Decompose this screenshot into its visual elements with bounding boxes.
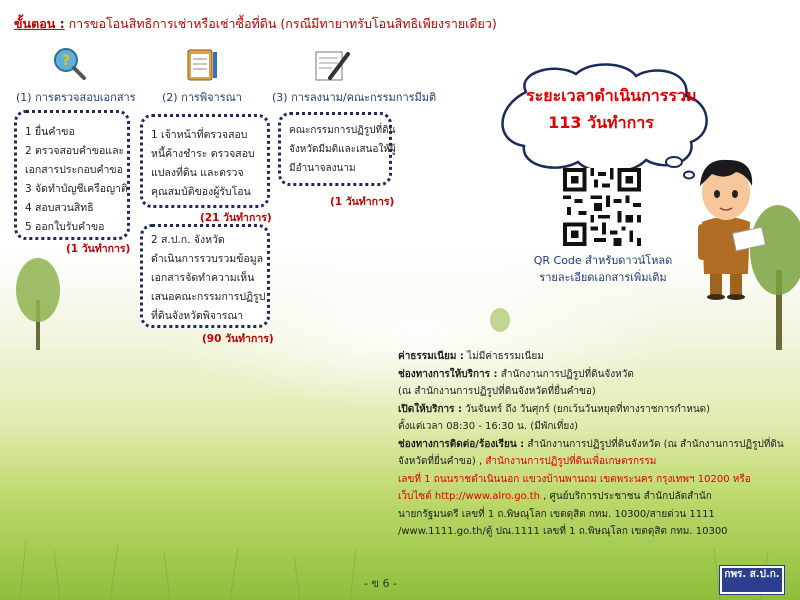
service-info: [398, 348, 784, 541]
address-row: เลขที่ 1 ถนนราชดำเนินนอก แขวงบ้านพานถม เขตพระนคร กรุงเทพฯ 10200 หรือ: [398, 473, 751, 485]
box4-line: จังหวัดมีมติและเสนอให้ผู้: [289, 144, 396, 155]
box4-line: มีอำนาจลงนาม: [289, 163, 356, 174]
total-duration-callout: [526, 82, 697, 136]
tree-left: [16, 258, 60, 350]
contact-value-2a: จังหวัดที่ยื่นคำขอ) ,: [398, 456, 483, 467]
box2-line: คุณสมบัติของผู้รับโอน: [151, 186, 251, 198]
qr-caption-line2: รายละเอียดเอกสารเพิ่มเติม: [539, 271, 667, 284]
channel-label: ช่องทางการให้บริการ :: [398, 368, 498, 380]
officer-illustration: [676, 150, 776, 300]
channel-row: [398, 366, 784, 384]
fee-label: ค่าธรรมเนียม :: [398, 351, 464, 362]
qr-code: [562, 168, 642, 246]
contact-value: สำนักงานการปฏิรูปที่ดินจังหวัด (ณ สำนักงานการปฏิรูปที่ดิน: [527, 438, 784, 450]
title-note: (กรณีมีทายาทรับโอนสิทธิเพียงรายเดียว): [280, 16, 497, 31]
total-duration-label: ระยะเวลาดำเนินการรวม: [526, 86, 697, 105]
agency-logo: [720, 566, 784, 594]
box3-line: ที่ดินจังหวัดพิจารณา: [151, 310, 244, 322]
box2-line: 1 เจ้าหน้าที่ตรวจสอบ: [151, 129, 248, 141]
fee-row: [398, 348, 784, 366]
step-box-officer-check: [140, 114, 270, 208]
duration-box3: (90 วันทำการ): [202, 333, 274, 345]
fee-value: ไม่มีค่าธรรมเนียม: [467, 351, 544, 362]
step-box-provincial-alro: [140, 224, 270, 328]
box1-line: 4 สอบสวนสิทธิ: [25, 202, 94, 214]
box2-line: หนี้ค้างชำระ ตรวจสอบ: [151, 148, 255, 160]
qr-caption-line1: QR Code สำหรับดาวน์โหลด: [533, 254, 673, 267]
contact-row-2: [398, 453, 784, 471]
box3-line: 2 ส.ป.ก. จังหวัด: [151, 234, 225, 246]
hours-row-2: ตั้งแต่เวลา 08:30 - 16:30 น. (มีพักเที่ยง): [398, 421, 579, 432]
pm-office-row: นายกรัฐมนตรี เลขที่ 1 ถ.พิษณุโลก เขตดุสิต กทม. 10300/สายด่วน 1111: [398, 508, 715, 520]
title-text: การขอโอนสิทธิการเช่าหรือเช่าซื้อที่ดิน: [68, 16, 277, 31]
column-heading-document-check: (1) การตรวจสอบเอกสาร: [16, 91, 136, 104]
box3-line: ดำเนินการรวบรวมข้อมูล: [151, 253, 264, 265]
column-heading-consideration: (2) การพิจารณา: [162, 91, 242, 104]
step-box-document-check: [14, 110, 130, 240]
website-suffix: , ศูนย์บริการประชาชน สำนักปลัดสำนัก: [543, 491, 712, 502]
step-box-committee-resolution: [278, 112, 396, 186]
column-heading-signing: (3) การลงนาม/คณะกรรมการมีมติ: [272, 91, 437, 104]
box4-line: คณะกรรมการปฏิรูปที่ดิน: [289, 125, 396, 136]
page-title: [14, 14, 497, 34]
box1-line: 5 ออกใบรับคำขอ: [25, 221, 105, 233]
box1-line: 1 ยื่นคำขอ: [25, 126, 75, 138]
logo-main-text: กพร. ส.ป.ก.: [724, 569, 780, 580]
contact-row: [398, 436, 784, 454]
box1-line: 2 ตรวจสอบคำขอและ: [25, 145, 125, 157]
website-row: [398, 488, 784, 506]
clipboard-checklist-icon: [180, 44, 224, 84]
hours-label: เปิดให้บริการ :: [398, 403, 462, 415]
hours-value: วันจันทร์ ถึง วันศุกร์ (ยกเว้นวันหยุดที่ทางราชการกำหนด): [465, 403, 711, 415]
step-label: ขั้นตอน :: [14, 16, 65, 31]
duration-box2: (21 วันทำการ): [200, 212, 272, 224]
channel-value: สำนักงานการปฏิรูปที่ดินจังหวัด: [500, 368, 634, 380]
box3-line: เสนอคณะกรรมการปฏิรูป: [151, 291, 266, 303]
pen-signing-icon: [310, 44, 354, 84]
page-number: - ข 6 -: [364, 577, 397, 590]
box1-line: เอกสารประกอบคำขอ: [25, 164, 123, 176]
box3-line: เอกสารจัดทำความเห็น: [151, 272, 255, 284]
website-link[interactable]: เว็บไซต์ http://www.alro.go.th: [398, 491, 540, 502]
duration-box4: (1 วันทำการ): [330, 196, 395, 208]
total-duration-value: 113 วันทำการ: [548, 113, 654, 132]
web1111-row[interactable]: /www.1111.go.th/ตู้ ปณ.1111 เลขที่ 1 ถ.พิษณุโลก เขตดุสิต กทม. 10300: [398, 526, 728, 537]
svg-text:?: ?: [61, 53, 71, 69]
box2-line: แปลงที่ดิน และตรวจ: [151, 167, 244, 179]
duration-box1: (1 วันทำการ): [66, 243, 131, 255]
qr-caption: [532, 252, 674, 286]
channel-row-2: (ณ สำนักงานการปฏิรูปที่ดินจังหวัดที่ยื่นคำขอ): [398, 386, 596, 397]
contact-label: ช่องทางการติดต่อ/ร้องเรียน :: [398, 438, 525, 450]
magnifier-document-icon: [48, 44, 92, 84]
box1-line: 3 จัดทำบัญชีเครือญาติ: [25, 183, 128, 195]
hours-row: [398, 401, 784, 419]
contact-value-2b: สำนักงานการปฏิรูปที่ดินเพื่อเกษตรกรรม: [485, 456, 657, 467]
